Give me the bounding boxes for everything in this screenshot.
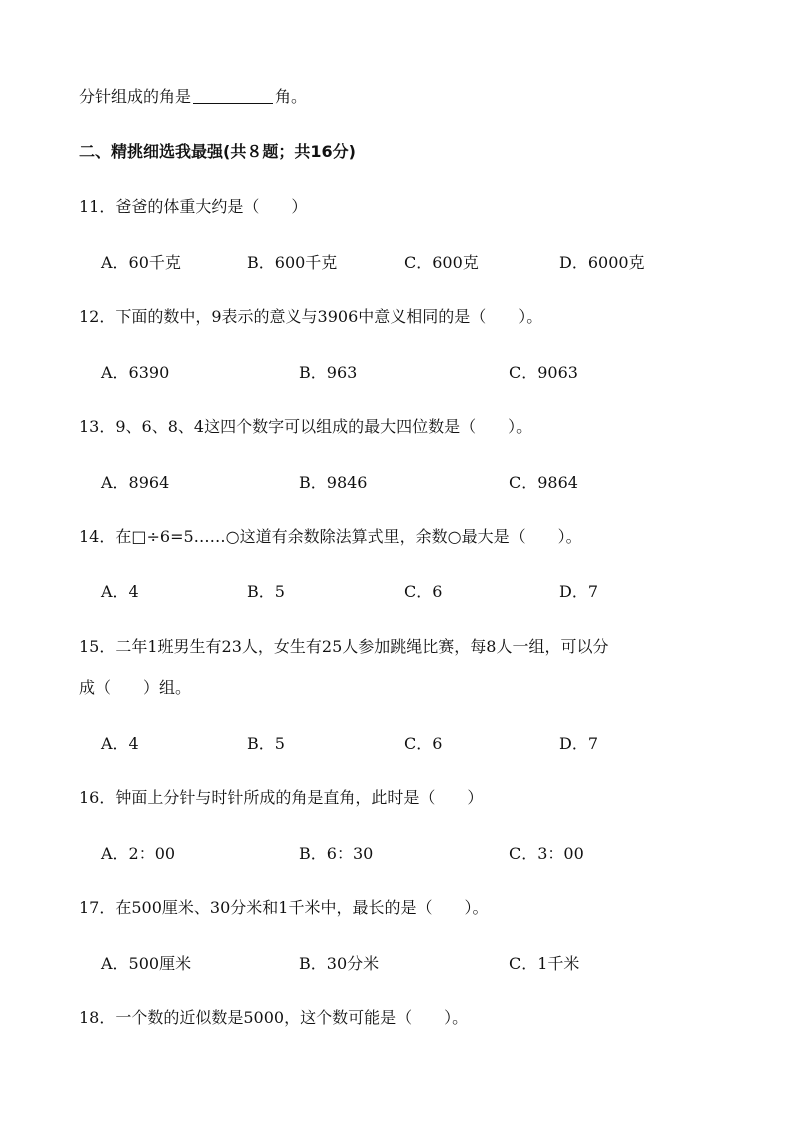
- intro-line: [79, 86, 307, 108]
- option-c[interactable]: C．3：00: [509, 844, 584, 863]
- question-stem: 18．一个数的近似数是5000，这个数可能是（ ）。: [79, 1008, 469, 1027]
- answer-blank[interactable]: [193, 87, 273, 104]
- option-a[interactable]: A．2：00: [101, 844, 176, 863]
- option-a[interactable]: A．60千克: [101, 253, 181, 272]
- option-d[interactable]: D．6000克: [559, 253, 645, 272]
- option-c[interactable]: C．6: [404, 734, 443, 753]
- question-stem: 14．在□÷6=5……○这道有余数除法算式里，余数○最大是（ ）。: [79, 527, 582, 546]
- option-c[interactable]: C．600克: [404, 253, 479, 272]
- option-d[interactable]: D．7: [559, 582, 599, 601]
- option-b[interactable]: B．30分米: [299, 954, 380, 973]
- question-stem-continued: 成（ ）组。: [79, 678, 192, 697]
- intro-text-after: 角。: [275, 87, 308, 106]
- option-b[interactable]: B．5: [247, 582, 285, 601]
- option-a[interactable]: A．8964: [101, 473, 170, 492]
- option-c[interactable]: C．9063: [509, 363, 578, 382]
- option-b[interactable]: B．5: [247, 734, 285, 753]
- option-c[interactable]: C．6: [404, 582, 443, 601]
- option-a[interactable]: A．4: [101, 734, 139, 753]
- question-stem: 17．在500厘米、30分米和1千米中，最长的是（ ）。: [79, 898, 489, 917]
- question-stem: 16．钟面上分针与时针所成的角是直角，此时是（ ）: [79, 788, 484, 807]
- option-d[interactable]: D．7: [559, 734, 599, 753]
- question-stem: 13．9、6、8、4这四个数字可以组成的最大四位数是（ ）。: [79, 417, 533, 436]
- question-stem: 11．爸爸的体重大约是（ ）: [79, 197, 308, 216]
- option-a[interactable]: A．6390: [101, 363, 170, 382]
- option-c[interactable]: C．9864: [509, 473, 578, 492]
- option-b[interactable]: B．9846: [299, 473, 368, 492]
- option-b[interactable]: B．6：30: [299, 844, 374, 863]
- section-title: 二、精挑细选我最强(共８题；共16分): [79, 142, 356, 161]
- option-a[interactable]: A．500厘米: [101, 954, 192, 973]
- option-b[interactable]: B．963: [299, 363, 358, 382]
- option-c[interactable]: C．1千米: [509, 954, 580, 973]
- question-stem: 15．二年1班男生有23人，女生有25人参加跳绳比赛，每8人一组，可以分: [79, 637, 609, 656]
- intro-text-before: 分针组成的角是: [79, 87, 192, 106]
- option-b[interactable]: B．600千克: [247, 253, 338, 272]
- option-a[interactable]: A．4: [101, 582, 139, 601]
- question-stem: 12．下面的数中，9表示的意义与3906中意义相同的是（ ）。: [79, 307, 543, 326]
